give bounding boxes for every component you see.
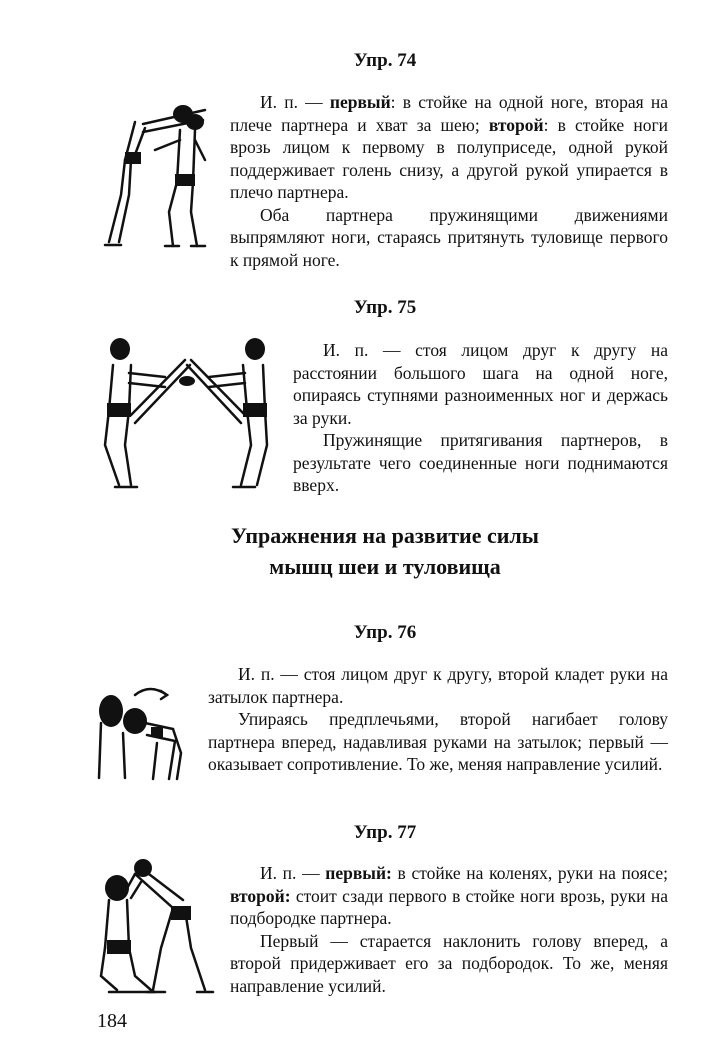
ex74-heading: Упр. 74 [353, 50, 417, 71]
ex75-heading: Упр. 75 [353, 297, 417, 318]
ex74-text [230, 91, 668, 271]
ex74-illustration [95, 100, 220, 250]
ex75-illustration [95, 335, 280, 495]
ex74-paragraph-2: Оба партнера пружинящими движениями выпрямляют ноги, стараясь притянуть туловище первого к прямой ноге. [230, 204, 668, 270]
neck-exercise-figure [95, 683, 195, 783]
ex74-paragraph-1: И. п. — первый: в стойке на одной ноге, вторая на плече партнера и хват за шею; второй: в стойке ноги врозь лицом к первому в полуприседе, одной рукой поддерживает голень снизу, а другой рукой упирается в плечо партнера. [230, 92, 668, 202]
ex77-paragraph-2: Первый — старается наклонить голову вперед, а второй придерживает его за подбородок. То же, меняя направление усилий. [230, 930, 668, 996]
ex76-text [208, 663, 668, 776]
section-title [150, 520, 620, 582]
ex76-heading: Упр. 76 [353, 622, 417, 643]
ex75-paragraph-2: Пружинящие притягивания партнеров, в результате чего соединенные ноги поднимаются вверх. [293, 430, 668, 495]
ex77-paragraph-1: И. п. — первый: в стойке на коленях, руки на поясе; второй: стоит сзади первого в стойке ноги врозь, руки на подбородке партнера. [230, 863, 668, 928]
partners-leg-raise-figure [95, 335, 280, 495]
ex76-paragraph-1: И. п. — стоя лицом друг к другу, второй кладет руки на затылок партнера. [208, 664, 668, 707]
ex77-illustration [95, 858, 215, 998]
ex76-paragraph-2: Упираясь предплечьями, второй нагибает голову партнера вперед, надавливая руками на затылок; первый — оказывает сопротивление. То же, меняя направление усилий. [208, 709, 668, 774]
ex75-text [293, 339, 668, 497]
ex76-illustration [95, 683, 195, 783]
ex77-heading: Упр. 77 [353, 822, 417, 843]
page-number: 184 [97, 1010, 127, 1032]
section-title-line-2: мышц шеи и туловища [269, 554, 501, 579]
section-title-line-1: Упражнения на развитие силы [231, 523, 539, 548]
ex75-paragraph-1: И. п. — стоя лицом друг к другу на расстоянии большого шага на одной ноге, опираясь ступнями разноименных ног и держась за руки. [293, 340, 668, 428]
partners-stretch-figure [95, 100, 220, 250]
ex77-text [230, 862, 668, 997]
kneeling-partner-figure [95, 858, 215, 998]
